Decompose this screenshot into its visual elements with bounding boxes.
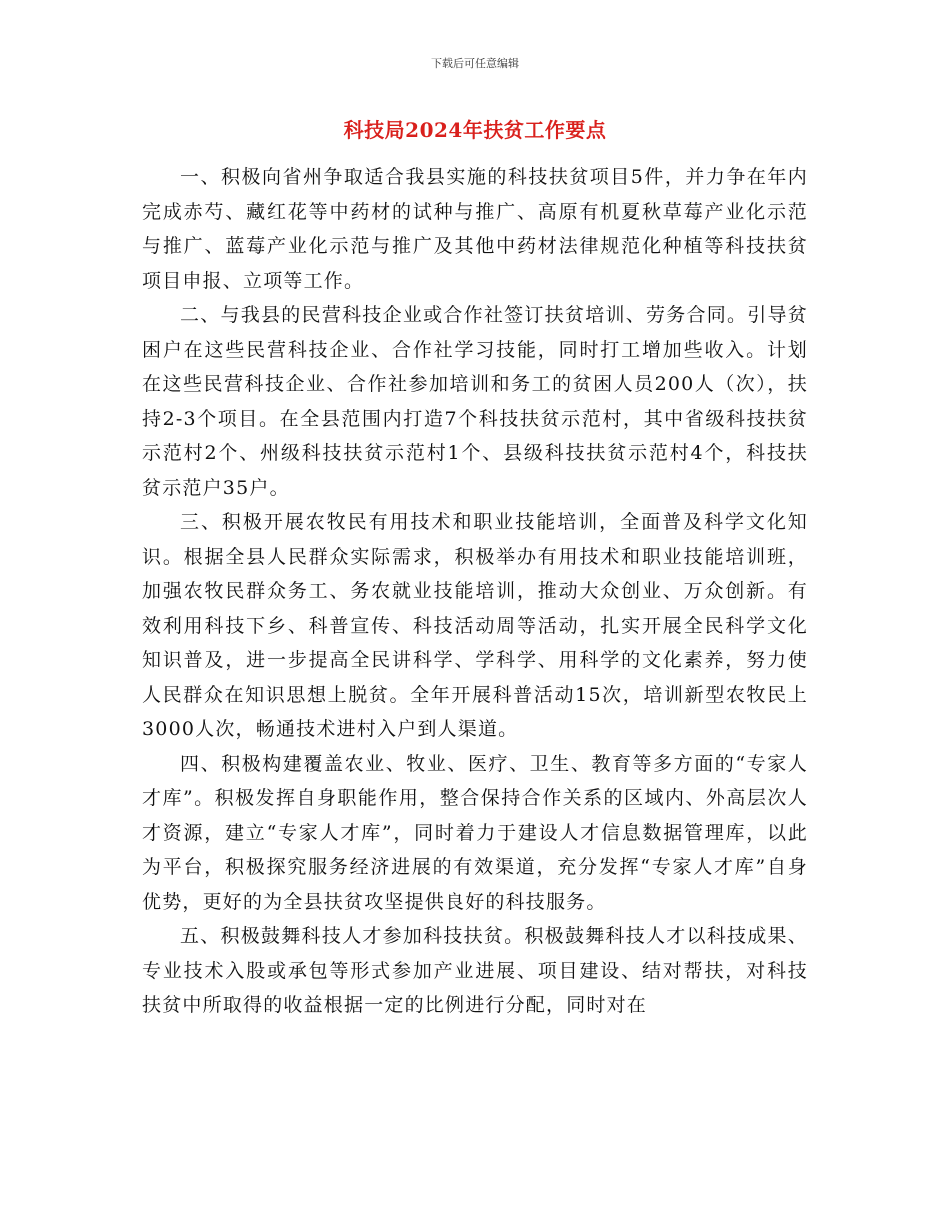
paragraph-1: 一、积极向省州争取适合我县实施的科技扶贫项目5件，并力争在年内完成赤芍、藏红花等中药材的试种与推广、高原有机夏秋草莓产业化示范与推广、蓝莓产业化示范与推广及其他中药材法律规范化种植等科技扶贫项目申报、立项等工作。 <box>142 166 808 292</box>
paragraph-3: 三、积极开展农牧民有用技术和职业技能培训，全面普及科学文化知识。根据全县人民群众实际需求，积极举办有用技术和职业技能培训班，加强农牧民群众务工、务农就业技能培训，推动大众创业、万众创新。有效利用科技下乡、科普宣传、科技活动周等活动，扎实开展全民科学文化知识普及，进一步提高全民讲科学、学科学、用科学的文化素养，努力使人民群众在知识思想上脱贫。全年开展科普活动15次，培训新型农牧民上3000人次，畅通技术进村入户到人渠道。 <box>142 511 808 740</box>
document-title: 科技局2024年扶贫工作要点 <box>343 118 607 142</box>
paragraph-4: 四、积极构建覆盖农业、牧业、医疗、卫生、教育等多方面的“专家人才库”。积极发挥自身职能作用，整合保持合作关系的区域内、外高层次人才资源，建立“专家人才库”，同时着力于建设人才信息数据管理库，以此为平台，积极探究服务经济进展的有效渠道，充分发挥“专家人才库”自身优势，更好的为全县扶贫攻坚提供良好的科技服务。 <box>142 752 808 913</box>
paragraph-5: 五、积极鼓舞科技人才参加科技扶贫。积极鼓舞科技人才以科技成果、专业技术入股或承包等形式参加产业进展、项目建设、结对帮扶，对科技扶贫中所取得的收益根据一定的比例进行分配，同时对在 <box>142 925 808 1016</box>
paragraph-2: 二、与我县的民营科技企业或合作社签订扶贫培训、劳务合同。引导贫困户在这些民营科技企业、合作社学习技能，同时打工增加些收入。计划在这些民营科技企业、合作社参加培训和务工的贫困人员200人（次），扶持2-3个项目。在全县范围内打造7个科技扶贫示范村，其中省级科技扶贫示范村2个、州级科技扶贫示范村1个、县级科技扶贫示范村4个，科技扶贫示范户35户。 <box>142 304 808 499</box>
document-body <box>142 160 808 1023</box>
page-header-note: 下载后可任意编辑 <box>431 57 519 70</box>
